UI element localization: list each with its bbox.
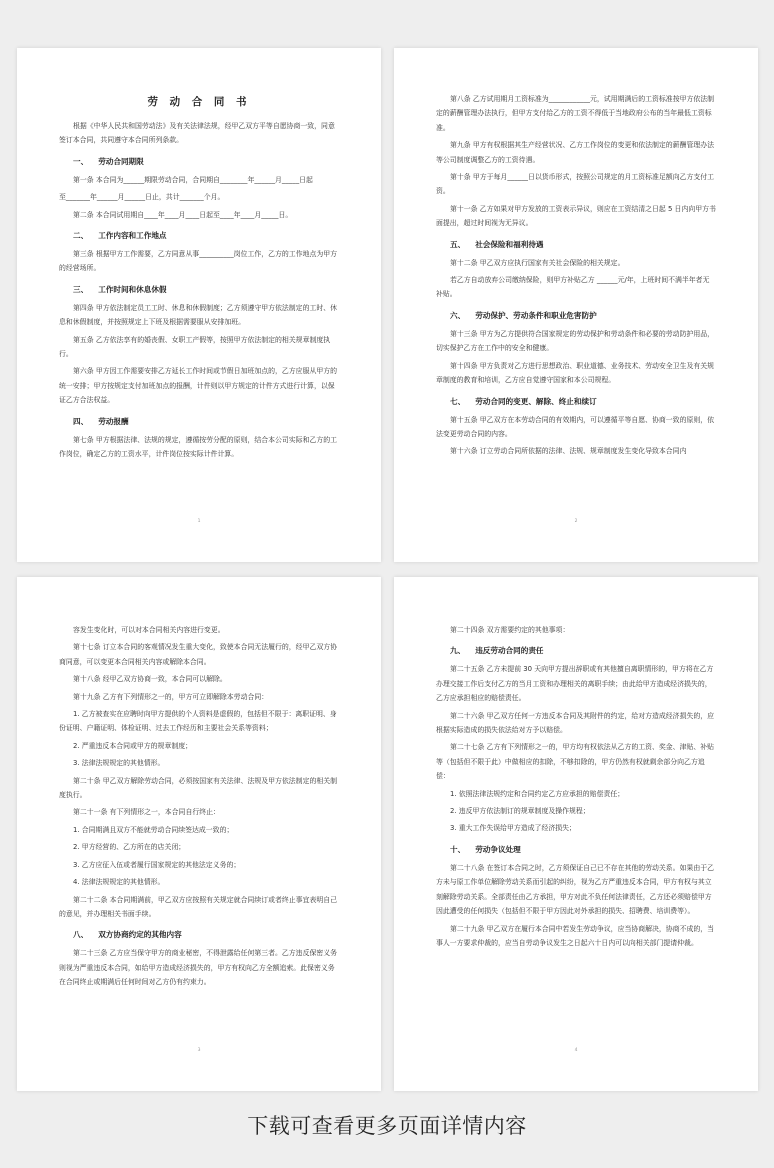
section-number: 十、 [450, 844, 466, 854]
page-number: 4 [574, 1048, 578, 1053]
section-title: 双方协商约定的其他内容 [98, 930, 182, 940]
contract-paragraph: 第二十五条 乙方未提前 30 天向甲方提出辞职或有其他擅自离职情形的，甲方将在乙方办理交接工作后支付乙方的当月工资和办理相关的离职手续；由此给甲方造成经济损失的，乙方应承担相应的赔偿责任。 [436, 665, 714, 703]
contract-paragraph: 第九条 甲方有权根据其生产经营状况、乙方工作岗位的变更和依法制定的薪酬管理办法等公司制度调整乙方的工资待遇。 [436, 141, 715, 164]
section-title: 劳动报酬 [98, 416, 129, 426]
contract-paragraph: 第二十八条 在签订本合同之时，乙方须保证自己已不存在其他的劳动关系。如果由于乙方未与原工作单位解除劳动关系而引起的纠纷，视为乙方严重违反本合同，甲方有权与其立刻解除劳动关系。全部责任由乙方承担，甲方对此不负任何法律责任，乙方还必须赔偿甲方因此遭受的任何损失（包括但不限于甲方因此对外承担的损失、招聘费、培训费等）。 [436, 863, 715, 916]
section-title: 劳动合同期限 [98, 156, 144, 166]
section-number: 三、 [73, 284, 89, 294]
section-number: 二、 [73, 231, 89, 241]
section-title: 违反劳动合同的责任 [475, 646, 544, 656]
section-heading [59, 229, 339, 243]
section-number: 九、 [450, 646, 466, 656]
section-title: 劳动保护、劳动条件和职业危害防护 [475, 310, 597, 320]
section-heading [59, 415, 339, 429]
contract-paragraph: 第二十三条 乙方应当保守甲方的商业秘密，不得泄露给任何第三者。乙方违反保密义务则视为严重违反本合同，如给甲方造成经济损失的，甲方有权向乙方全额追索。此保密义务在合同终止或期满后任何时间对乙方仍有约束力。 [59, 949, 338, 987]
page-content [436, 92, 716, 462]
contract-paragraph: 2. 甲方经营的、乙方所在的店关闭； [73, 843, 186, 852]
contract-paragraph: 第十九条 乙方有下列情形之一的，甲方可立即解除本劳动合同： [73, 692, 269, 701]
contract-paragraph: 3. 重大工作失误给甲方造成了经济损失； [450, 824, 576, 833]
download-more-caption[interactable]: 下载可查看更多页面详情内容 [247, 1114, 527, 1138]
page-number: 3 [197, 1048, 201, 1053]
contract-paragraph: 第十条 甲方于每月______日以货币形式，按照公司规定的月工资标准足额向乙方支付工资。 [436, 173, 715, 196]
contract-paragraph: 第十四条 甲方负责对乙方进行思想政治、职业道德、业务技术、劳动安全卫生及有关规章制度的教育和培训，乙方应自觉遵守国家和本公司规程。 [436, 361, 715, 385]
section-title: 劳动争议处理 [475, 844, 521, 854]
section-heading [59, 928, 339, 942]
document-page-4 [394, 577, 758, 1091]
contract-paragraph: 2. 严重违反本合同或甲方的规章制度； [73, 741, 193, 750]
contract-paragraph: 第十三条 甲方为乙方提供符合国家规定的劳动保护和劳动条件和必要的劳动防护用品，切实保护乙方在工作中的安全和健康。 [436, 329, 715, 353]
contract-paragraph: 第三条 根据甲方工作需要，乙方同意从事__________岗位工作，乙方的工作地点为甲方的经营场所。 [59, 250, 338, 273]
contract-paragraph: 1. 依照法律法规约定和合同约定乙方应承担的赔偿责任； [450, 789, 625, 798]
document-page-2 [394, 48, 758, 562]
contract-paragraph: 第四条 甲方依法制定员工工时、休息和休假制度；乙方须遵守甲方依法制定的工时、休息和休假制度，并按照规定上下班及根据需要服从安排加班。 [59, 303, 338, 327]
section-heading [436, 644, 716, 658]
section-number: 七、 [450, 396, 466, 406]
section-number: 四、 [73, 416, 89, 426]
contract-paragraph: 1. 乙方被查实在应聘时向甲方提供的个人资料是虚假的，包括但不限于：离职证明、身份证明、户籍证明、体检证明、过去工作经历和主要社会关系等资料； [59, 710, 337, 733]
contract-paragraph: 第二十二条 本合同期满前，甲乙双方应按照有关规定就合同续订或者终止事宜表明自己的意见，并办理相关书面手续。 [59, 895, 338, 918]
section-number: 五、 [450, 239, 466, 249]
section-number: 六、 [450, 310, 466, 320]
contract-paragraph: 3. 法律法规规定的其他情形。 [73, 759, 165, 768]
section-title: 工作时间和休息休假 [98, 284, 167, 294]
contract-paragraph: 第二十六条 甲乙双方任何一方违反本合同及其附件的约定，给对方造成经济损失的，应根据实际造成的损失依法给对方予以赔偿。 [436, 711, 715, 735]
contract-paragraph: 2. 违反甲方依法制订的规章制度及操作规程； [450, 807, 590, 816]
contract-paragraph: 至_______年______月______日止，共计_______个月。 [59, 193, 225, 202]
page-content [436, 623, 716, 953]
document-title: 劳 动 合 同 书 [147, 96, 251, 108]
contract-paragraph: 第二条 本合同试用期自____年____月____日起至____年____月_____日。 [73, 210, 293, 219]
document-page-3 [17, 577, 381, 1091]
section-title: 劳动合同的变更、解除、终止和续订 [475, 396, 597, 406]
contract-paragraph: 第七条 甲方根据法律、法规的规定，遵循按劳分配的原则，结合本公司实际和乙方的工作岗位，确定乙方的工资水平，计件岗位按实际计件计算。 [59, 435, 338, 459]
section-heading [59, 155, 339, 169]
contract-paragraph: 第五条 乙方依法享有的婚丧假、女职工产假等，按照甲方依法制定的相关规章制度执行。 [59, 335, 331, 359]
document-page-1 [17, 48, 381, 562]
contract-paragraph: 第十五条 甲乙双方在本劳动合同的有效期内，可以遵循平等自愿、协商一致的原则，依法变更劳动合同的内容。 [436, 415, 715, 438]
contract-paragraph: 第十七条 订立本合同的客观情况发生重大变化，致使本合同无法履行的，经甲乙双方协商同意，可以变更本合同相关内容或解除本合同。 [59, 643, 338, 666]
contract-paragraph: 第二十一条 有下列情形之一，本合同自行终止： [73, 808, 220, 817]
page-content [59, 94, 339, 465]
contract-paragraph: 第二十七条 乙方有下列情形之一的，甲方均有权依法从乙方的工资、奖金、津贴、补贴等（包括但不限于此）中做相应的扣除，不够扣除的，甲方仍然有权就剩余部分向乙方追偿： [436, 743, 715, 781]
contract-paragraph: 第十二条 甲乙双方应执行国家有关社会保险的相关规定。 [450, 258, 625, 267]
contract-paragraph: 容发生变化时，可以对本合同相关内容进行变更。 [73, 626, 225, 634]
contract-paragraph: 4. 法律法规规定的其他情形。 [73, 878, 165, 887]
contract-paragraph: 第二十九条 甲乙双方在履行本合同中若发生劳动争议，应当协商解决，协商不成的，当事人一方要求仲裁的，应当自劳动争议发生之日起六十日内可以向相关部门提请仲裁。 [436, 924, 715, 947]
contract-paragraph: 第六条 甲方因工作需要安排乙方延长工作时间或节假日加班加点的，乙方应服从甲方的统一安排；甲方按规定支付加班加点的报酬，计件则以甲方规定的计件方式进行计算，以保证乙方合法权益。 [59, 367, 338, 405]
contract-paragraph: 第八条 乙方试用期月工资标准为____________元，试用期满后的工资标准按甲方依法制定的薪酬管理办法执行，但甲方支付给乙方的工资不得低于当地政府公布的当年最低工资标准。 [436, 95, 715, 132]
section-heading [436, 395, 716, 409]
contract-paragraph: 若乙方自动放弃公司缴纳保险，则甲方补贴乙方 ______元/年，上班时间不满半年者无补贴。 [436, 276, 710, 299]
contract-paragraph: 3. 乙方应征入伍或者履行国家规定的其他法定义务的； [73, 860, 241, 869]
section-heading [436, 843, 716, 857]
section-number: 一、 [73, 156, 89, 166]
contract-paragraph: 第十一条 乙方如果对甲方发放的工资表示异议，则应在工资结清之日起 5 日内向甲方书面提出，超过时间视为无异议。 [436, 204, 716, 228]
section-heading [436, 238, 716, 252]
section-heading [59, 283, 339, 297]
contract-paragraph: 第二十四条 双方需要约定的其他事项： [450, 626, 570, 634]
section-heading [436, 309, 716, 323]
contract-paragraph: 第一条 本合同为______期限劳动合同，合同期自________年______月_____日起 [73, 175, 313, 184]
page-number: 2 [574, 519, 578, 524]
section-title: 工作内容和工作地点 [98, 231, 167, 241]
page-number: 1 [197, 519, 201, 524]
section-number: 八、 [73, 930, 89, 940]
contract-paragraph: 1. 合同期满且双方不能就劳动合同续签达成一致的； [73, 825, 234, 834]
contract-paragraph: 第十六条 订立劳动合同所依据的法律、法规、规章制度发生变化导致本合同内 [450, 447, 687, 456]
page-content [59, 623, 339, 993]
contract-paragraph: 根据《中华人民共和国劳动法》及有关法律法规，经甲乙双方平等自愿协商一致，同意签订本合同，共同遵守本合同所列条款。 [59, 122, 335, 145]
contract-paragraph: 第十八条 经甲乙双方协商一致，本合同可以解除。 [73, 675, 227, 684]
section-title: 社会保险和福利待遇 [475, 239, 544, 249]
contract-paragraph: 第二十条 甲乙双方解除劳动合同，必须按国家有关法律、法规及甲方依法制定的相关制度执行。 [59, 776, 338, 800]
